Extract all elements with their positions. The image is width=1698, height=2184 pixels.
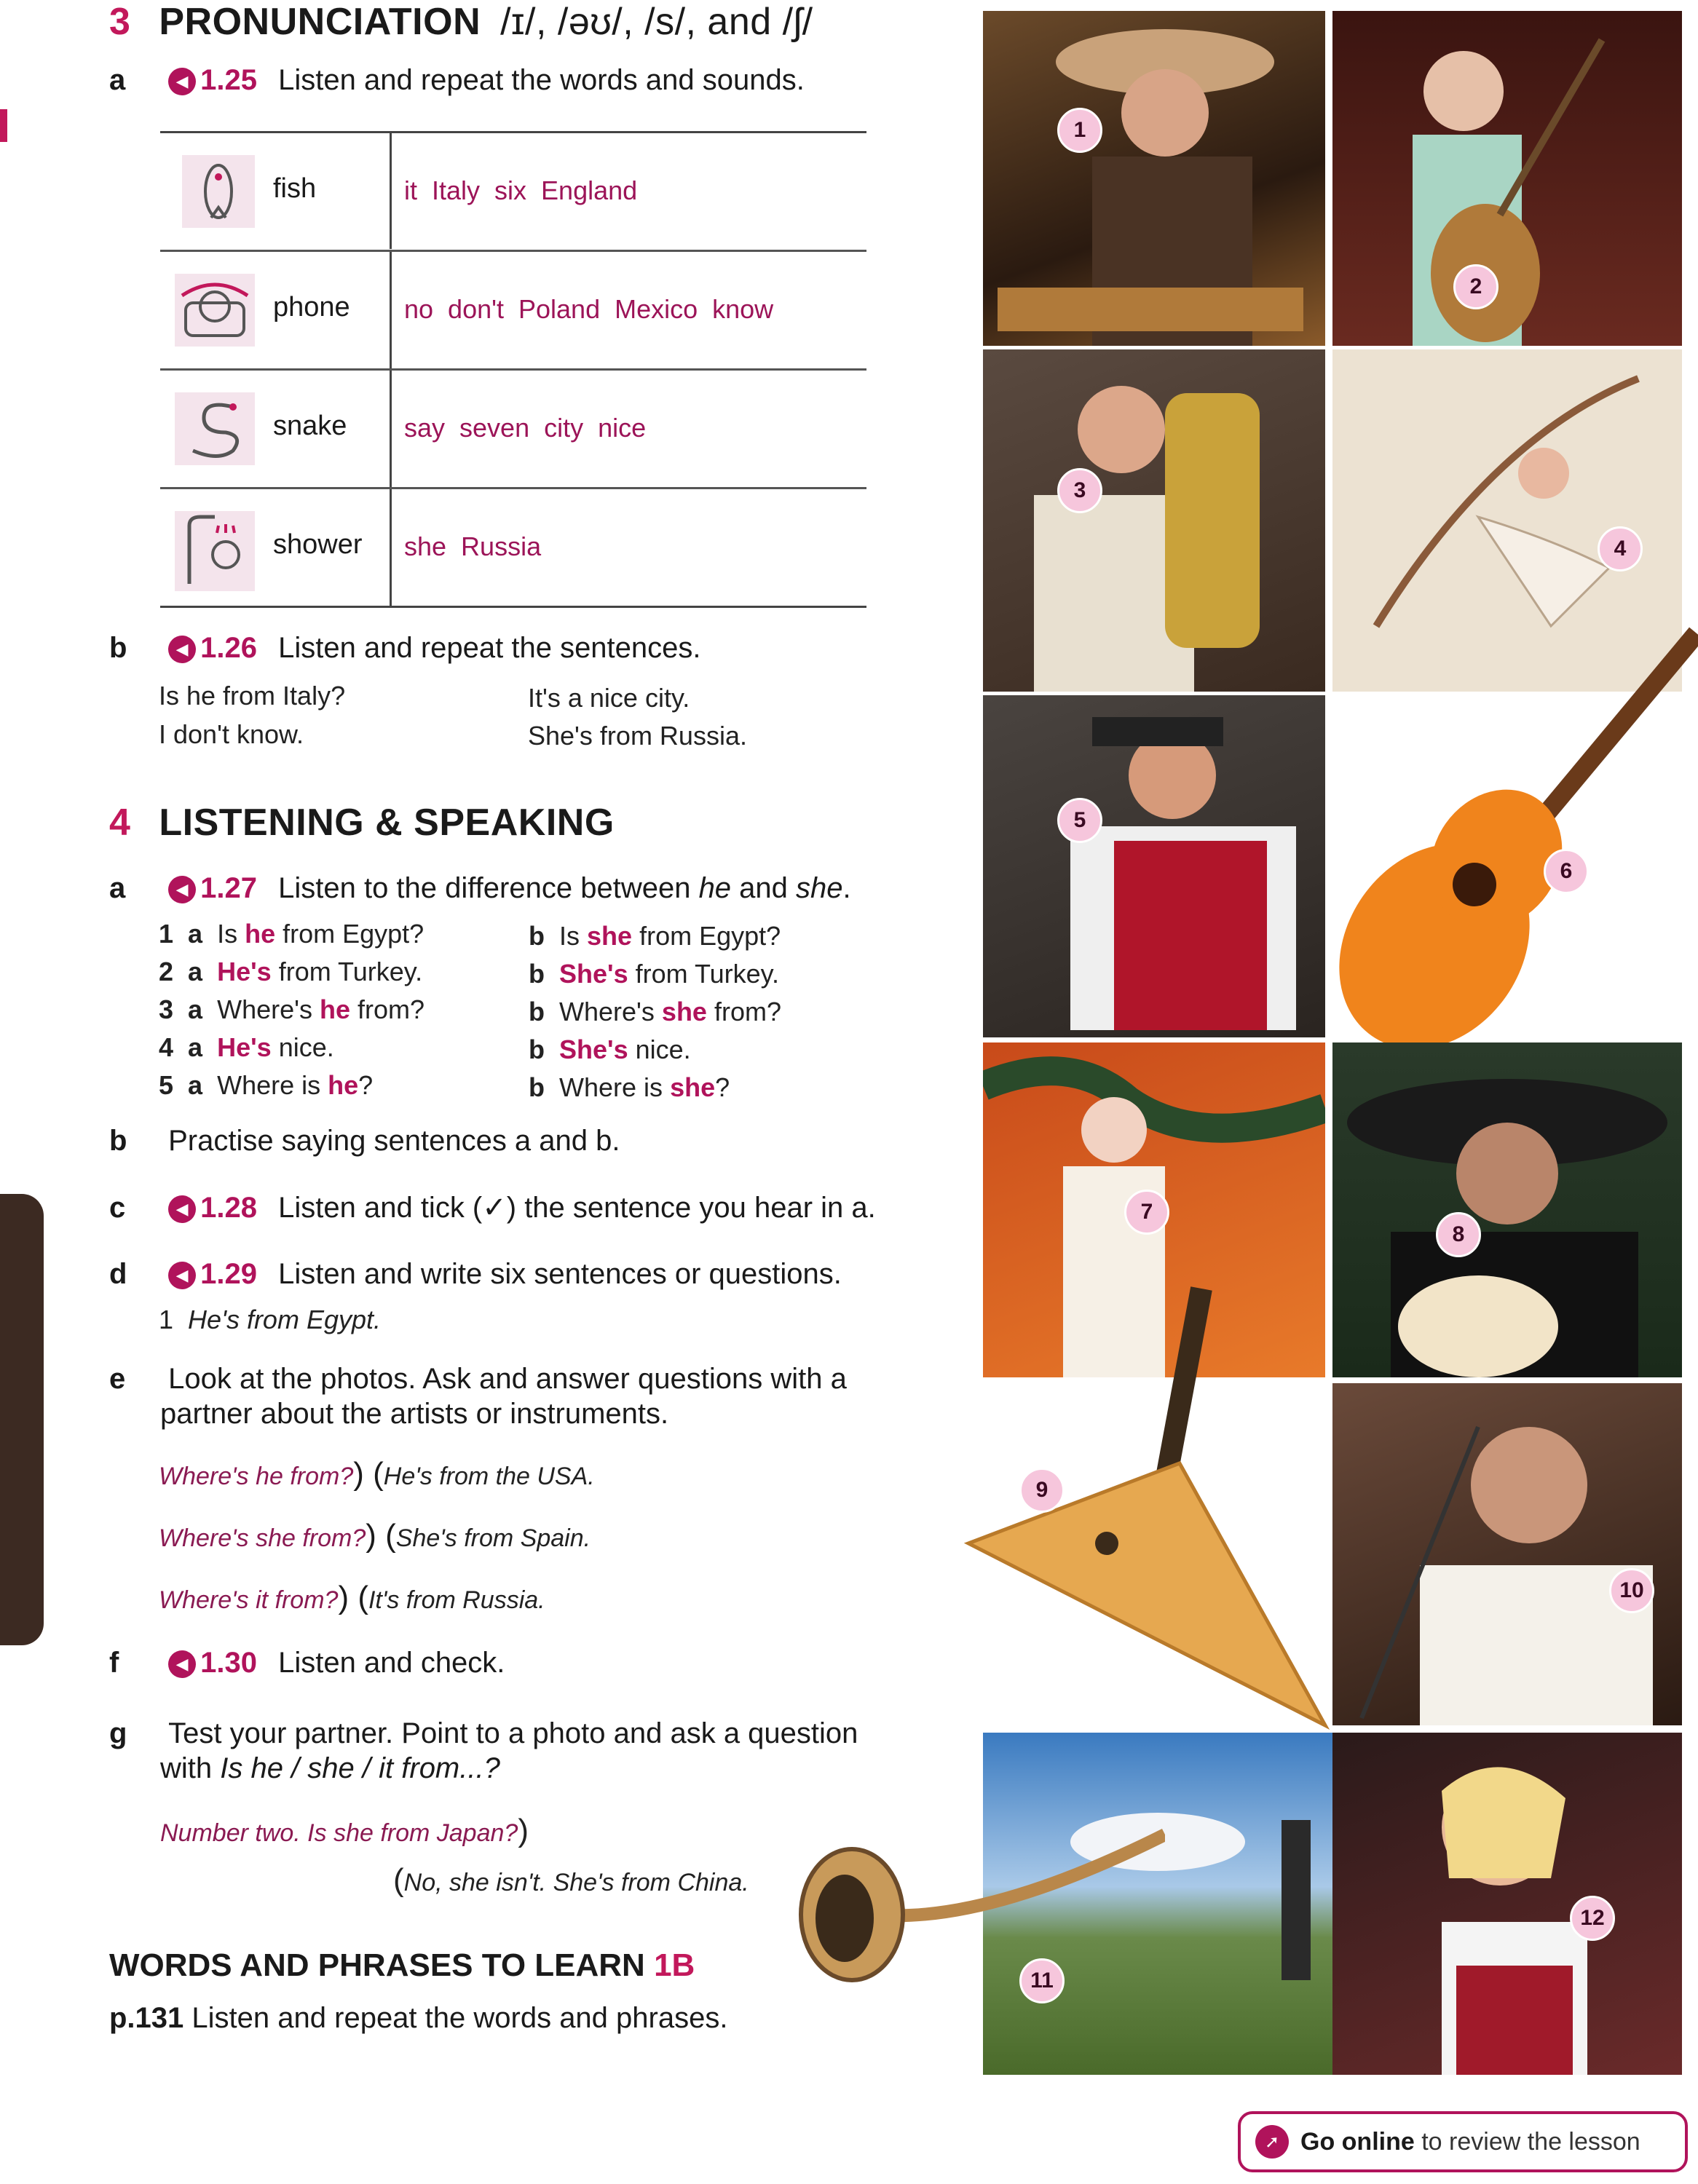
sound-row-fish: fish it Italy six England <box>160 133 866 252</box>
sentence: I don't know. <box>159 719 304 749</box>
shower-icon <box>175 511 255 591</box>
edge-marker <box>0 109 7 142</box>
sentence: It's a nice city. <box>528 683 690 713</box>
exercise-3b: b ◀ 1.26 Listen and repeat the sentences. <box>109 632 701 664</box>
pair-a: 5 a Where is he? <box>159 1070 374 1100</box>
pair-a: 2 a He's from Turkey. <box>159 957 423 986</box>
dialog-question: Number two. Is she from Japan?) <box>160 1813 529 1848</box>
exercise-4e: e Look at the photos. Ask and answer questions with a partner about the artists or instruments. <box>109 1363 847 1430</box>
edge-photo-fragment <box>0 1194 44 1645</box>
sound-row-shower: shower she Russia <box>160 489 866 608</box>
photo-number-badge: 4 <box>1598 526 1643 571</box>
photo-tuba-player <box>983 349 1325 692</box>
go-online-box[interactable]: ➚ Go online to review the lesson <box>1238 2111 1688 2172</box>
snake-icon <box>175 392 255 465</box>
exercise-4c: c ◀ 1.28 Listen and tick (✓) the sentence you hear in a. <box>109 1192 876 1224</box>
photo-number-badge: 5 <box>1057 798 1102 843</box>
photo-number-badge: 10 <box>1609 1568 1654 1613</box>
photo-accordion-player <box>983 695 1325 1037</box>
words-instruction: p.131 Listen and repeat the words and phrases. <box>109 2002 728 2034</box>
cursor-icon: ➚ <box>1255 2125 1289 2159</box>
pair-a: 1 a Is he from Egypt? <box>159 919 424 949</box>
audio-icon[interactable]: ◀ <box>168 68 196 95</box>
pair-b: b Where is she? <box>529 1072 730 1102</box>
photo-pop-singer <box>1332 1733 1682 2075</box>
pair-b: b She's nice. <box>529 1034 691 1064</box>
exercise-4f: f ◀ 1.30 Listen and check. <box>109 1647 505 1679</box>
exercise-4g: g Test your partner. Point to a photo and ask a question with Is he / she / it from...? <box>109 1717 858 1784</box>
sound-table <box>160 131 866 608</box>
dialog-answer: (No, she isn't. She's from China. <box>393 1862 749 1898</box>
photo-number-badge: 12 <box>1570 1896 1615 1941</box>
dialog-3: Where's it from?) (It's from Russia. <box>159 1580 545 1615</box>
pair-a: 4 a He's nice. <box>159 1032 334 1062</box>
sentence: She's from Russia. <box>528 721 747 751</box>
photo-pipa-player <box>1332 11 1682 346</box>
exercise-4a: a ◀ 1.27 Listen to the difference between he and she. <box>109 872 851 904</box>
photo-number-badge: 11 <box>1019 1958 1065 2003</box>
photo-alphorn <box>786 1791 1165 1995</box>
pair-b: b She's from Turkey. <box>529 959 779 989</box>
example-answer: 1 He's from Egypt. <box>159 1305 382 1334</box>
photo-opera-singer <box>1332 1383 1682 1725</box>
section-4-heading: 4 LISTENING & SPEAKING <box>109 802 615 844</box>
photo-number-badge: 8 <box>1436 1212 1481 1257</box>
sound-row-phone: phone no don't Poland Mexico know <box>160 252 866 371</box>
sound-row-snake: snake say seven city nice <box>160 371 866 489</box>
words-heading: WORDS AND PHRASES TO LEARN 1B <box>109 1947 695 1983</box>
exercise-4b: b Practise saying sentences a and b. <box>109 1125 620 1157</box>
fish-icon <box>182 155 255 228</box>
exercise-3a: a ◀ 1.25 Listen and repeat the words and sounds. <box>109 64 805 96</box>
exercise-4d: d ◀ 1.29 Listen and write six sentences or questions. <box>109 1258 842 1290</box>
phone-icon <box>175 274 255 347</box>
photo-mariachi <box>1332 1042 1682 1377</box>
photo-number-badge: 1 <box>1057 108 1102 153</box>
sentence: Is he from Italy? <box>159 681 346 711</box>
photo-guitar <box>1325 619 1698 1056</box>
photo-number-badge: 9 <box>1019 1468 1065 1513</box>
dialog-2: Where's she from?) (She's from Spain. <box>159 1518 591 1554</box>
audio-icon[interactable]: ◀ <box>168 1262 196 1289</box>
dialog-1: Where's he from?) (He's from the USA. <box>159 1456 595 1492</box>
photo-balalaika <box>939 1267 1332 1733</box>
photo-number-badge: 7 <box>1124 1190 1169 1235</box>
pair-b: b Where's she from? <box>529 997 781 1026</box>
audio-icon[interactable]: ◀ <box>168 1195 196 1223</box>
photo-singer-guitar <box>983 11 1325 346</box>
photo-number-badge: 6 <box>1544 849 1589 894</box>
pair-a: 3 a Where's he from? <box>159 994 425 1024</box>
photo-number-badge: 2 <box>1453 264 1498 309</box>
audio-icon[interactable]: ◀ <box>168 1650 196 1678</box>
pair-b: b Is she from Egypt? <box>529 921 781 951</box>
photo-number-badge: 3 <box>1057 468 1102 513</box>
audio-icon[interactable]: ◀ <box>168 876 196 903</box>
section-3-heading: 3 PRONUNCIATION /ɪ/, /əʊ/, /s/, and /ʃ/ <box>109 1 813 43</box>
audio-icon[interactable]: ◀ <box>168 636 196 663</box>
